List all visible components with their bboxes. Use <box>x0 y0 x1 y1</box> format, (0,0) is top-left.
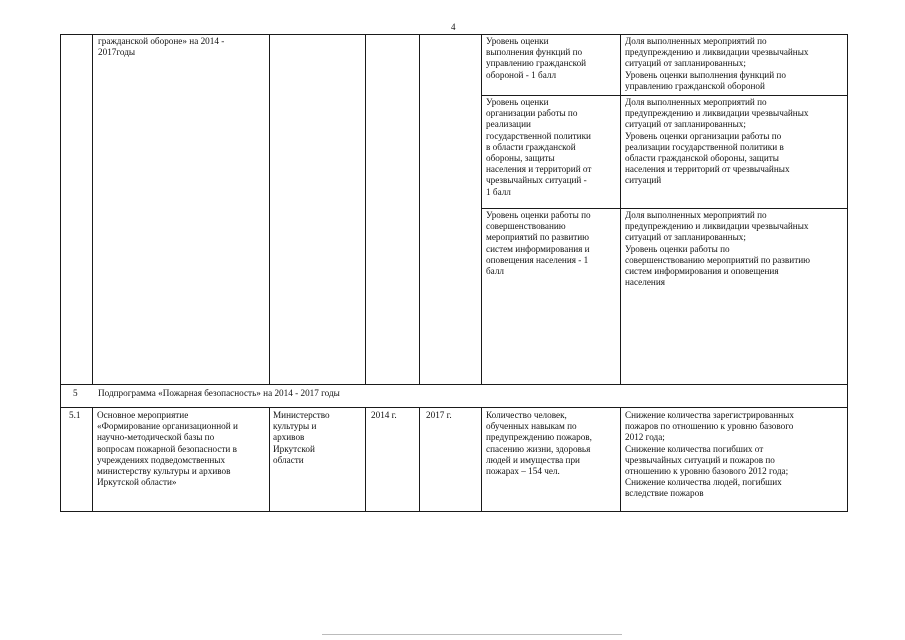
column-divider <box>419 407 420 512</box>
measure-name-continued: гражданской обороне» на 2014 - 2017годы <box>98 36 225 58</box>
indicator-description: Доля выполненных мероприятий по предупреждению и ликвидации чрезвычайных ситуаций от запланированных; Уровень оценки выполнения функций по управлению гражданской обороной <box>625 36 809 91</box>
column-divider <box>269 34 270 384</box>
scan-artifact-line <box>322 634 622 635</box>
measure-end-year: 2017 г. <box>426 410 452 420</box>
table-border-bottom <box>60 511 848 512</box>
measure-number: 5.1 <box>69 410 81 420</box>
measure-indicator: Количество человек, обученных навыкам по предупреждению пожаров, спасению жизни, здоровья людей и имущества при пожарах – 154 чел. <box>486 410 592 477</box>
column-divider <box>620 34 621 384</box>
row-divider <box>60 384 848 385</box>
column-divider <box>419 34 420 384</box>
page-number: 4 <box>451 22 456 32</box>
column-divider <box>481 34 482 384</box>
indicator-divider <box>481 208 848 209</box>
column-divider <box>481 407 482 512</box>
subprogram-number: 5 <box>73 388 78 398</box>
table-border-left <box>60 34 61 512</box>
table-border-right <box>847 34 848 512</box>
row-divider <box>60 407 848 408</box>
column-divider <box>92 34 93 384</box>
column-divider <box>269 407 270 512</box>
indicator-description: Доля выполненных мероприятий по предупреждению и ликвидации чрезвычайных ситуаций от запланированных; Уровень оценки организации работы по реализации государственной политики в области гражданской обороны, защиты населения и территорий от чрезвычайных ситуаций <box>625 97 809 186</box>
indicator-criterion: Уровень оценки организации работы по реализации государственной политики в области гражданской обороны, защиты населения и территорий от чрезвычайных ситуаций - 1 балл <box>486 97 592 197</box>
indicator-criterion: Уровень оценки выполнения функций по управлению гражданской обороной - 1 балл <box>486 36 587 80</box>
measure-results: Снижение количества зарегистрированных пожаров по отношению к уровню базового 2012 года; Снижение количества погибших от чрезвычайных ситуаций и пожаров по отношению к уровню базового 2012 года; Снижение количества людей, погибших вследствие пожаров <box>625 410 794 499</box>
program-table <box>60 34 848 512</box>
column-divider <box>365 407 366 512</box>
indicator-divider <box>481 95 848 96</box>
measure-start-year: 2014 г. <box>371 410 397 420</box>
measure-executor: Министерство культуры и архивов Иркутской области <box>273 410 330 465</box>
column-divider <box>620 407 621 512</box>
indicator-description: Доля выполненных мероприятий по предупреждению и ликвидации чрезвычайных ситуаций от запланированных; Уровень оценки работы по совершенствованию мероприятий по развитию систем информирования и оповещения населения <box>625 210 810 288</box>
column-divider <box>365 34 366 384</box>
column-divider <box>92 407 93 512</box>
table-border-top <box>60 34 848 35</box>
indicator-criterion: Уровень оценки работы по совершенствованию мероприятий по развитию систем информирования и оповещения населения - 1 балл <box>486 210 591 277</box>
measure-name: Основное мероприятие «Формирование организационной и научно-методической базы по вопросам пожарной безопасности в учреждениях подведомственных министерству культуры и архивов Иркутской области» <box>97 410 238 488</box>
subprogram-title: Подпрограмма «Пожарная безопасность» на 2014 - 2017 годы <box>98 388 340 398</box>
